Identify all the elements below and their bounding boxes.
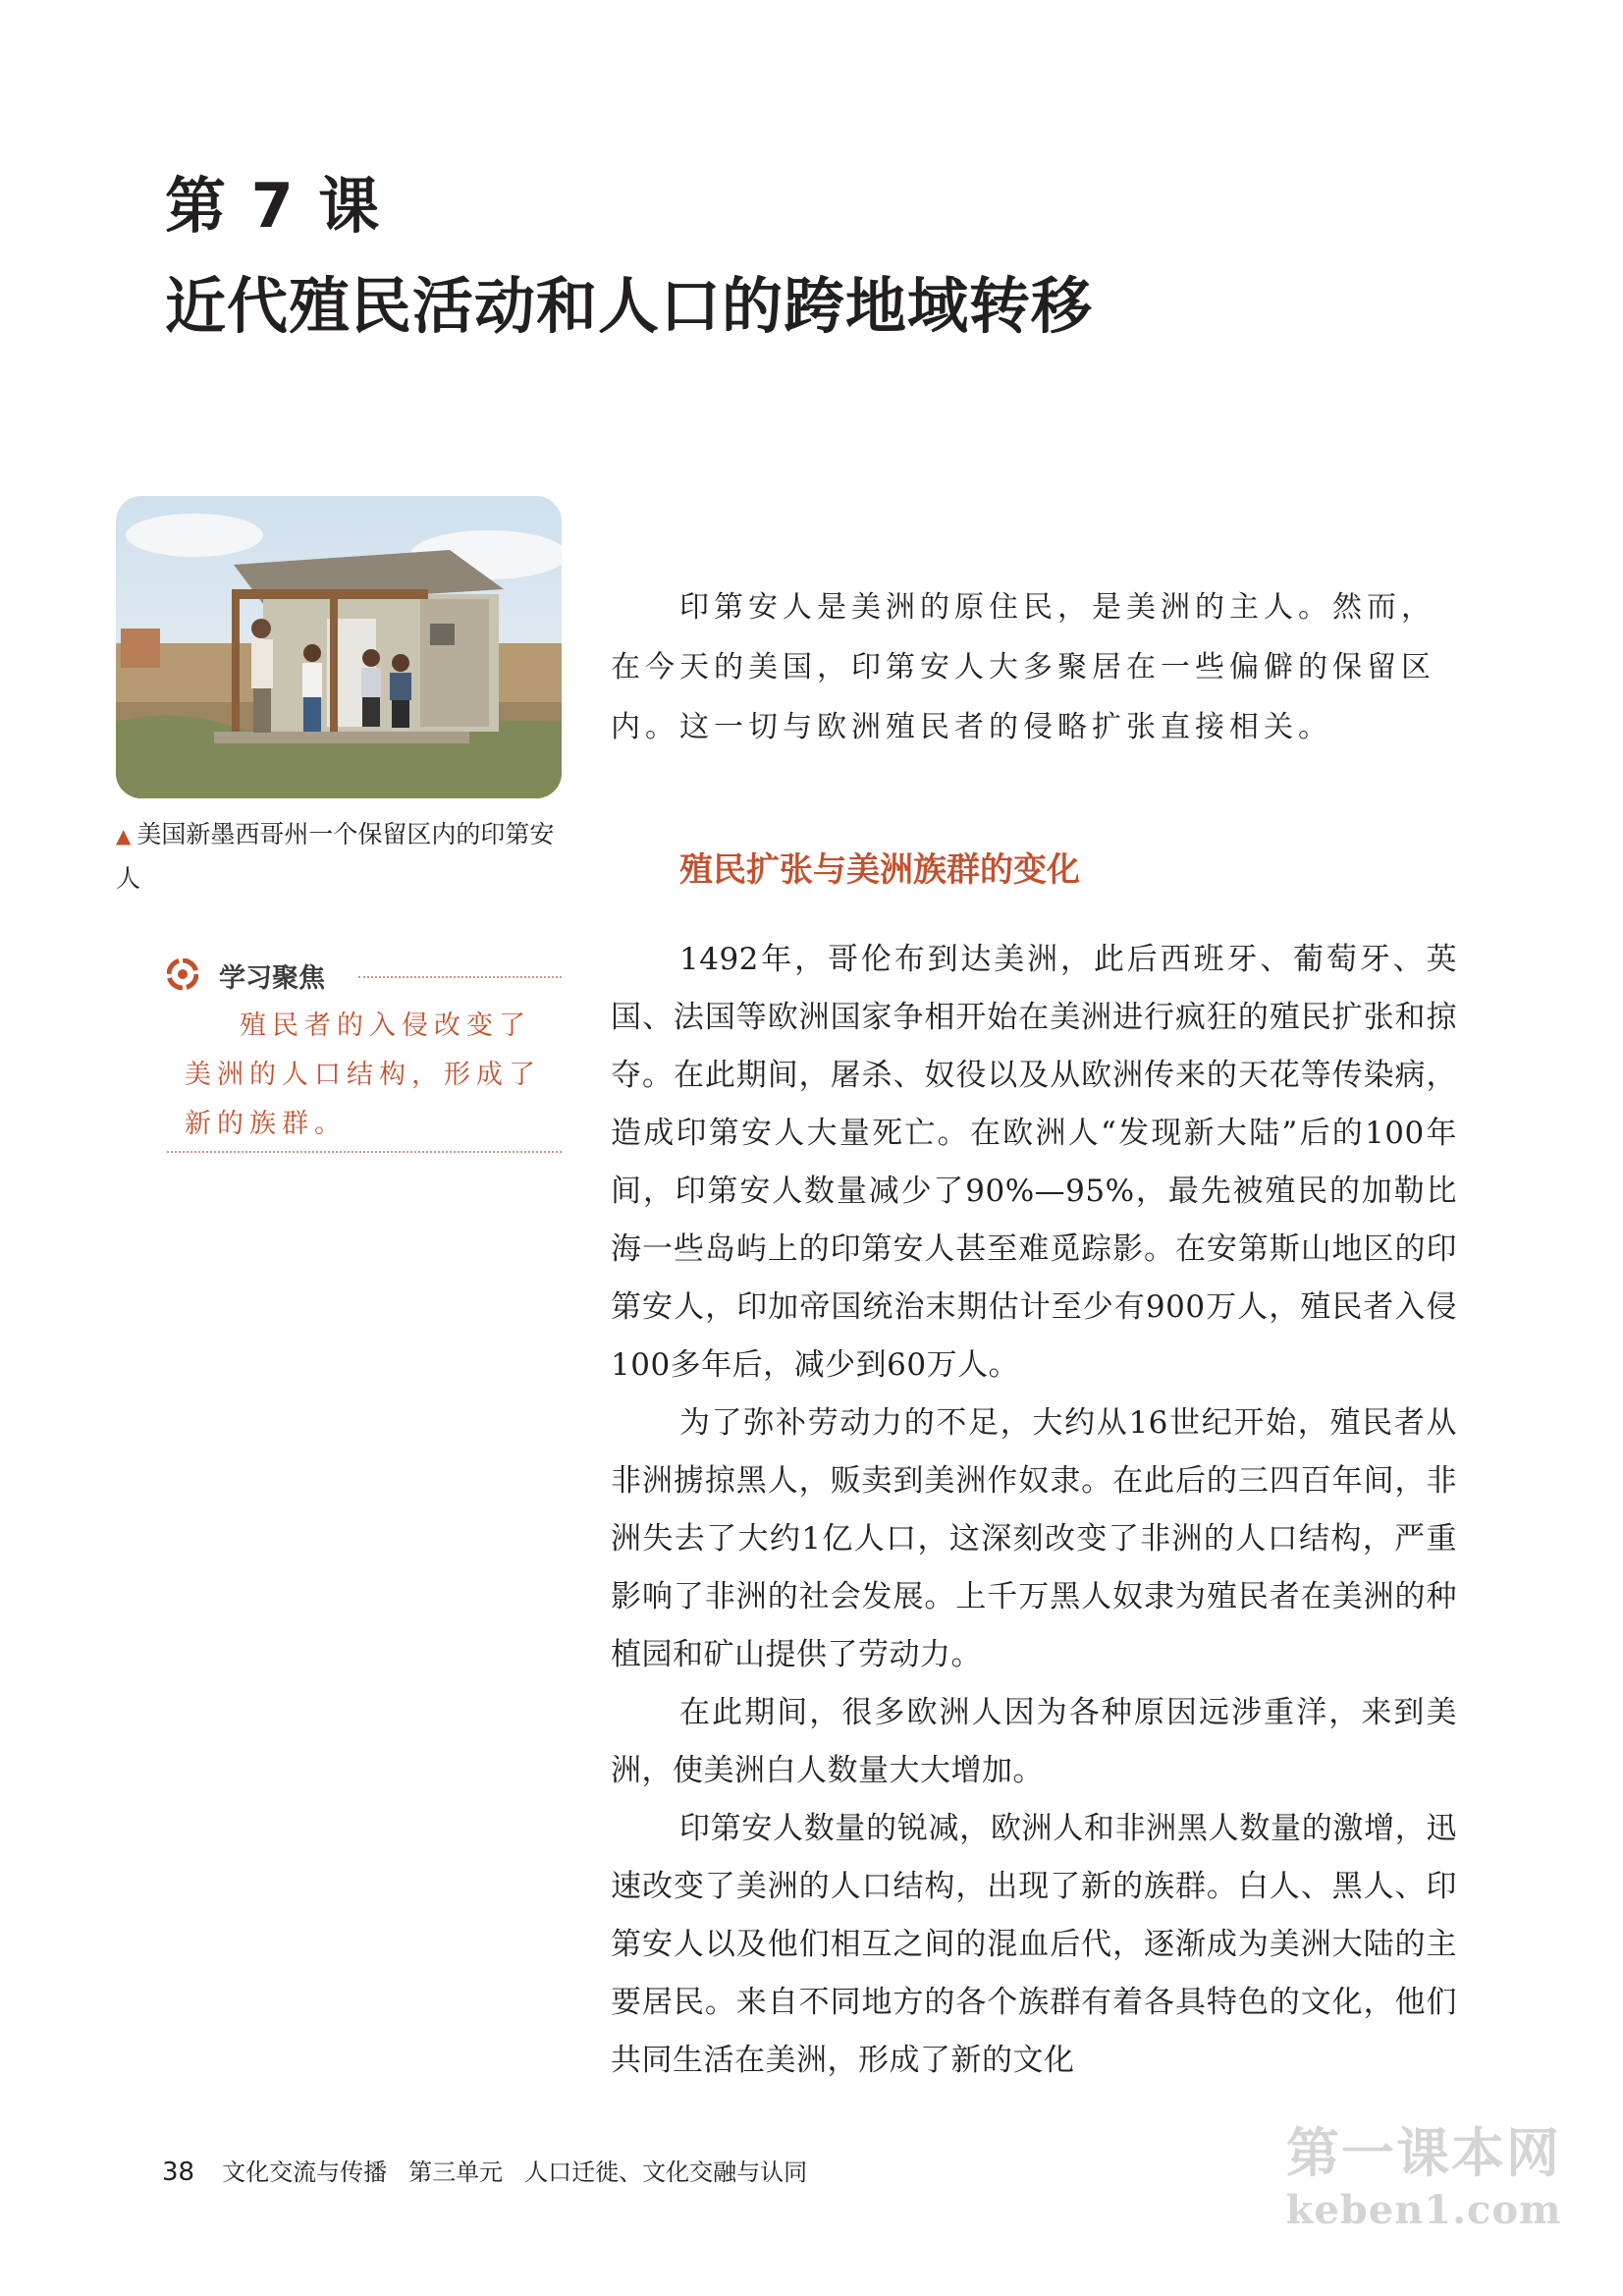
reservation-photo xyxy=(116,496,562,798)
section-heading: 殖民扩张与美洲族群的变化 xyxy=(679,850,1080,890)
page-footer xyxy=(162,2153,829,2187)
watermark-name: 第一课本网 xyxy=(1286,2122,1561,2184)
dotted-divider xyxy=(167,1151,562,1153)
photo-caption xyxy=(116,813,568,900)
body-paragraph: 为了弥补劳动力的不足，大约从16世纪开始，殖民者从非洲掳掠黑人，贩卖到美洲作奴隶。在此后的三四百年间，非洲失去了大约1亿人口，这深刻改变了非洲的人口结构，严重影响了非洲的社会发展。上千万黑人奴隶为殖民者在美洲的种植园和矿山提供了劳动力。 xyxy=(611,1405,1457,1672)
unit-label: 第三单元 xyxy=(408,2159,504,2186)
learning-focus-text: 殖民者的入侵改变了美洲的人口结构，形成了新的族群。 xyxy=(185,1011,541,1139)
learning-focus-box xyxy=(167,955,562,1157)
learning-focus-title: 学习聚焦 xyxy=(219,963,325,994)
caption-text: 美国新墨西哥州一个保留区内的印第安人 xyxy=(116,820,555,893)
body-paragraph: 1492年，哥伦布到达美洲，此后西班牙、葡萄牙、英国、法国等欧洲国家争相开始在美洲进行疯狂的殖民扩张和掠夺。在此期间，屠杀、奴役以及从欧洲传来的天花等传染病，造成印第安人大量死亡。在欧洲人“发现新大陆”后的100年间，印第安人数量减少了90%—95%，最先被殖民的加勒比海一些岛屿上的印第安人甚至难觅踪影。在安第斯山地区的印第安人，印加帝国统治末期估计至少有900万人，殖民者入侵100多年后，减少到60万人。 xyxy=(611,942,1457,1383)
lesson-number: 第 7 课 xyxy=(165,170,382,242)
watermark-url: keben1.com xyxy=(1285,2187,1562,2233)
body-paragraph: 印第安人数量的锐减，欧洲人和非洲黑人数量的激增，迅速改变了美洲的人口结构，出现了新的族群。白人、黑人、印第安人以及他们相互之间的混血后代，逐渐成为美洲大陆的主要居民。来自不同地方的各个族群有着各具特色的文化，他们共同生活在美洲，形成了新的文化 xyxy=(611,1811,1457,2078)
caption-triangle-icon: ▲ xyxy=(116,824,132,847)
target-icon xyxy=(167,958,198,990)
dotted-divider xyxy=(358,976,562,978)
section-body xyxy=(611,931,1457,2090)
page-number: 38 xyxy=(162,2158,195,2187)
learning-focus-header xyxy=(167,955,562,994)
body-paragraph: 在此期间，很多欧洲人因为各种原因远涉重洋，来到美洲，使美洲白人数量大大增加。 xyxy=(611,1695,1457,1788)
book-name: 文化交流与传播 xyxy=(222,2159,388,2186)
unit-title: 人口迁徙、文化交融与认同 xyxy=(524,2159,808,2186)
intro-paragraph: 印第安人是美洲的原住民，是美洲的主人。然而，在今天的美国，印第安人大多聚居在一些偏僻的保留区内。这一切与欧洲殖民者的侵略扩张直接相关。 xyxy=(611,590,1435,744)
watermark xyxy=(1276,2111,1571,2233)
lesson-title: 近代殖民活动和人口的跨地域转移 xyxy=(165,270,1094,342)
